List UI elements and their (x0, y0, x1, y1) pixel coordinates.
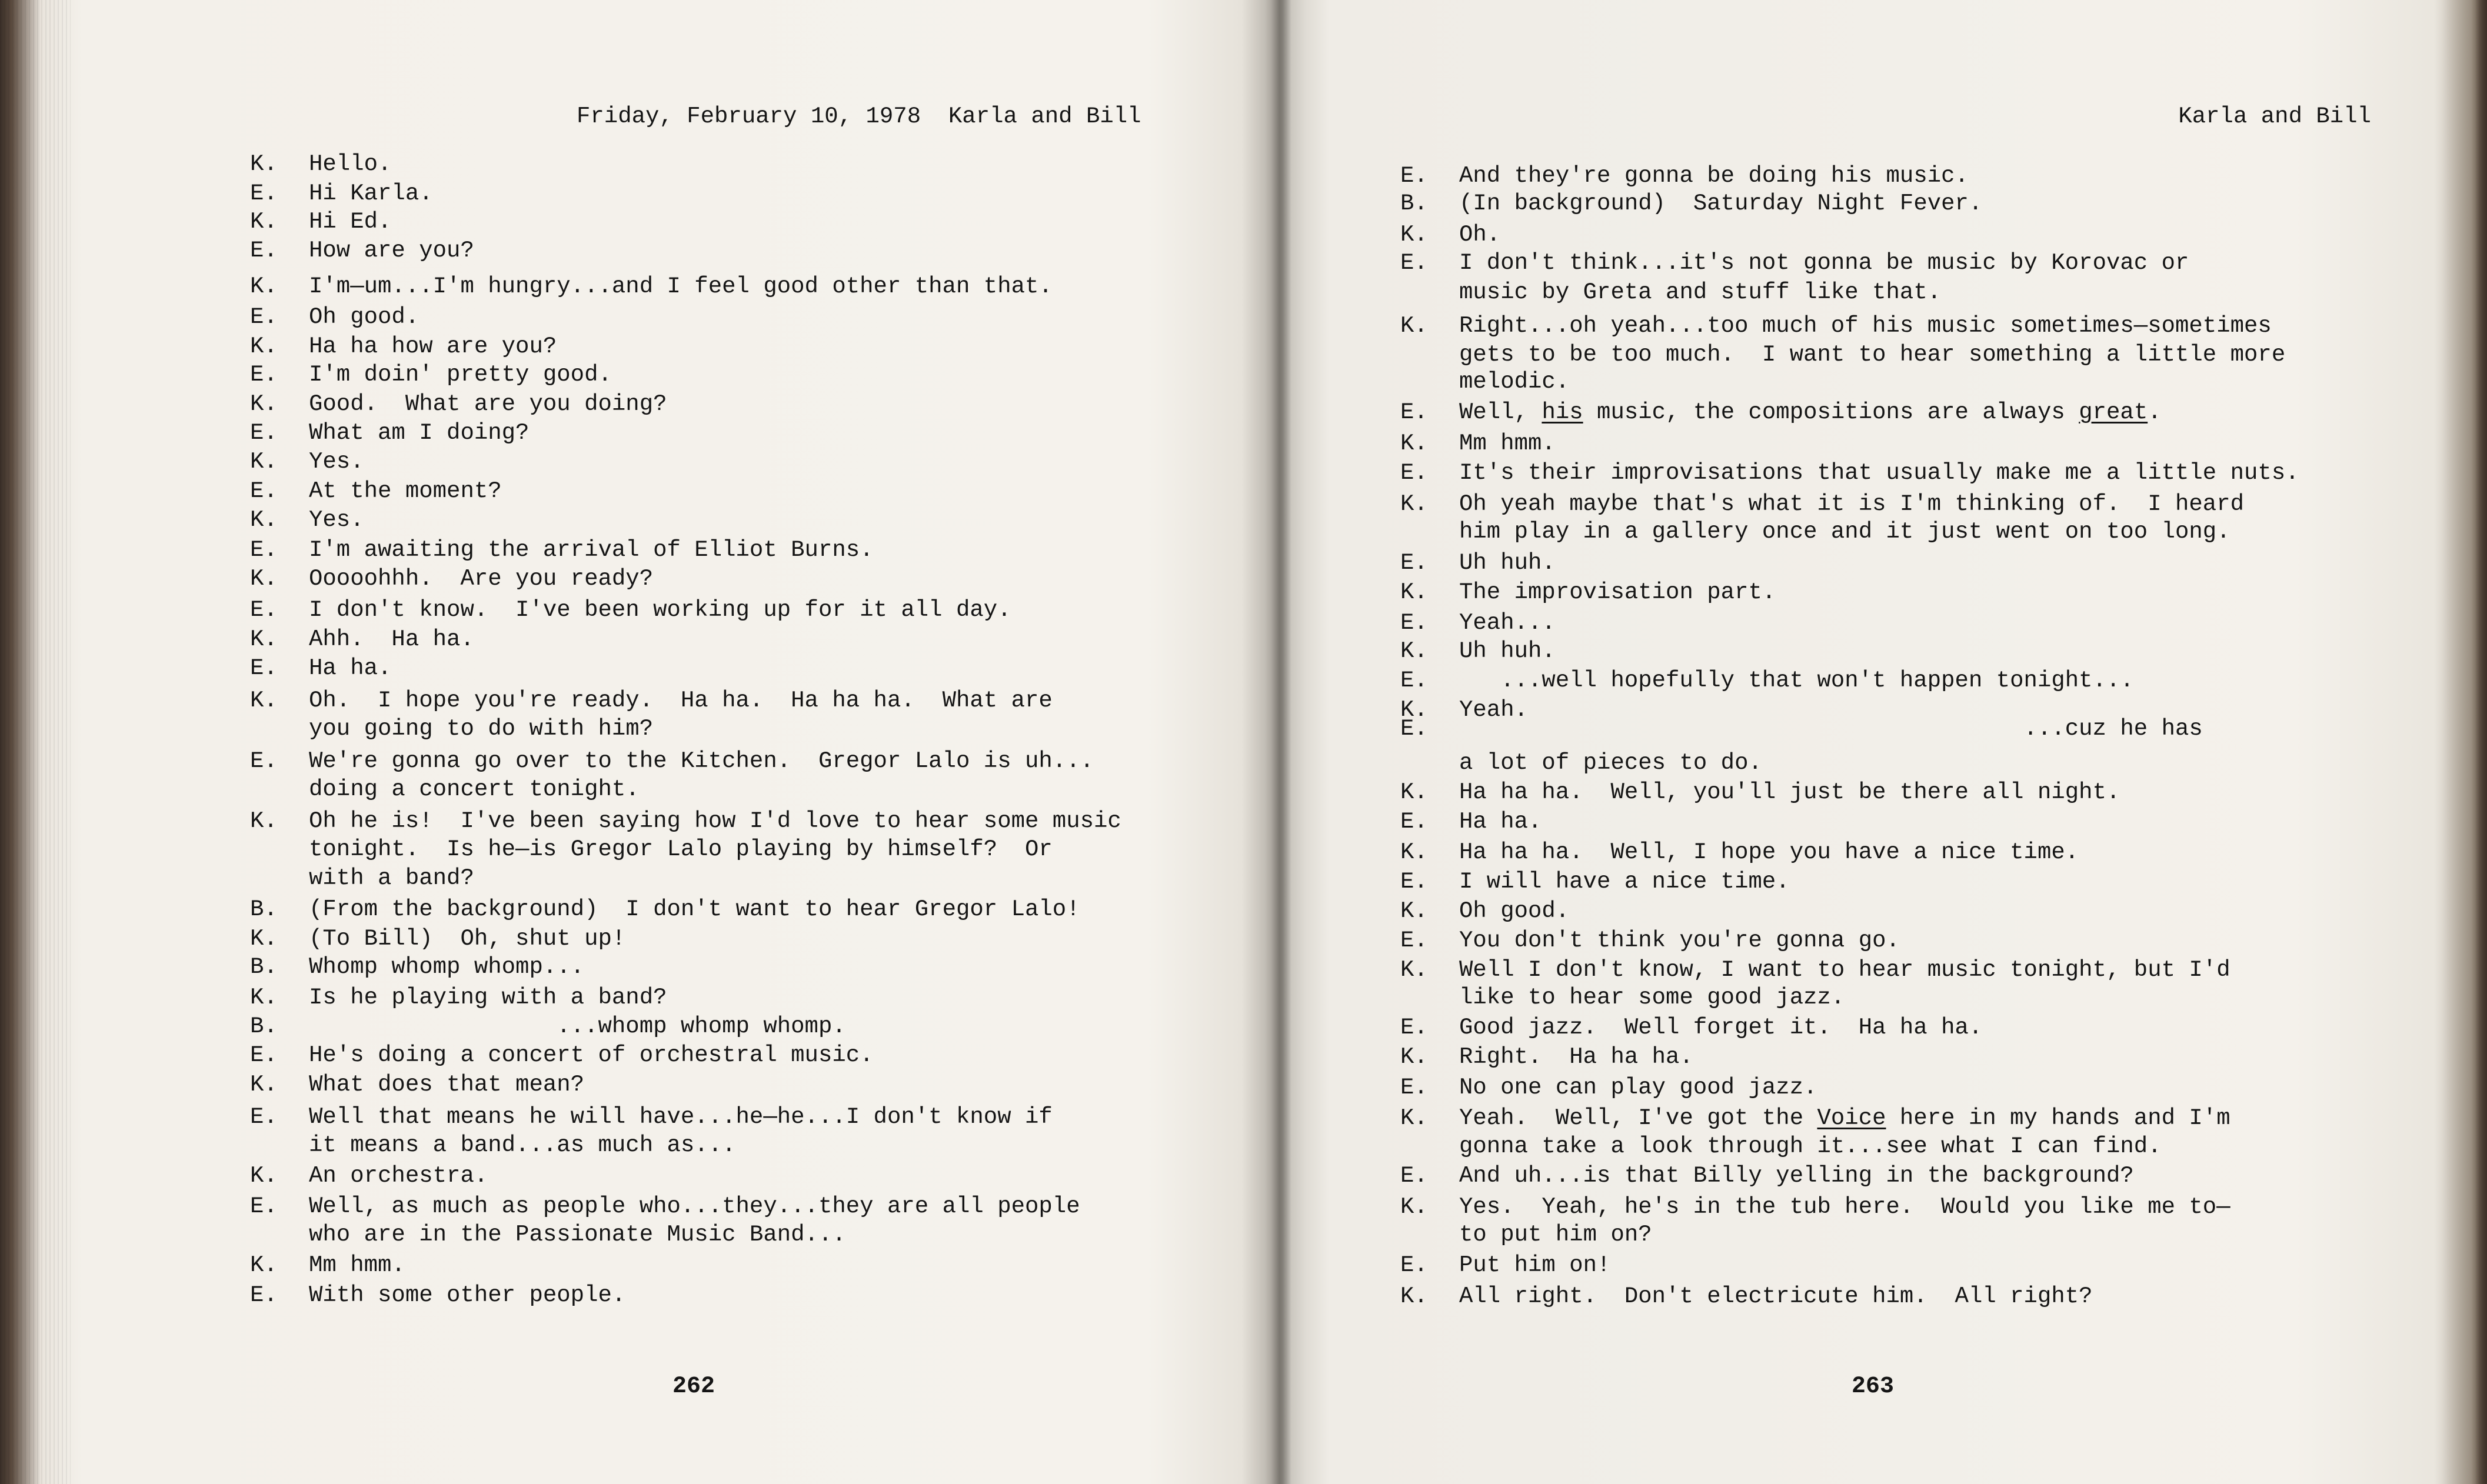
line-text: tonight. Is he—is Gregor Lalo playing by himself? Or (309, 836, 1053, 862)
speaker-initial: E. (1400, 1163, 1428, 1189)
speaker-initial: E. (250, 1104, 278, 1130)
speaker-initial: B. (250, 954, 278, 980)
speaker-initial: K. (250, 274, 278, 299)
transcript-line (1400, 1043, 1693, 1071)
speaker-initial: E. (1400, 869, 1428, 895)
line-text: And they're gonna be doing his music. (1459, 163, 1969, 189)
line-text: Yes. Yeah, he's in the tub here. Would you like me to— (1459, 1194, 2230, 1220)
speaker-initial: B. (250, 1013, 278, 1039)
speaker-initial: K. (1400, 839, 1428, 865)
transcript-line (250, 748, 1094, 775)
transcript-line (250, 506, 364, 533)
transcript-line (1400, 1252, 1610, 1279)
speaker-initial: E. (1400, 1252, 1428, 1278)
transcript-line (250, 984, 667, 1011)
transcript-line (1400, 1283, 2093, 1310)
line-text: Yeah. (1459, 697, 1529, 723)
line-text: Mm hmm. (1459, 431, 1556, 456)
line-text: Ha ha how are you? (309, 334, 557, 359)
transcript-line (250, 304, 419, 331)
line-text: music by Greta and stuff like that. (1459, 279, 1942, 305)
speaker-initial: K. (250, 808, 278, 834)
line-text: ...well hopefully that won't happen tonight... (1459, 668, 2134, 693)
transcript-line (1400, 279, 1941, 306)
transcript-line (1400, 549, 1556, 576)
line-text: Ahh. Ha ha. (309, 626, 474, 652)
line-text: Uh huh. (1459, 550, 1556, 576)
speaker-initial: K. (1400, 1283, 1428, 1309)
speaker-initial: E. (250, 420, 278, 446)
transcript-line (1400, 715, 2203, 742)
line-text: No one can play good jazz. (1459, 1075, 1817, 1101)
line-text: (In background) Saturday Night Fever. (1459, 191, 1983, 216)
speaker-initial: E. (250, 1042, 278, 1068)
transcript-line (250, 536, 874, 563)
transcript-line (1400, 368, 1569, 395)
line-text: him play in a gallery once and it just went on too long. (1459, 519, 2230, 545)
line-text: At the moment? (309, 478, 502, 504)
speaker-initial: K. (250, 449, 278, 475)
transcript-line (250, 151, 391, 178)
transcript-line (1400, 927, 1900, 954)
speaker-initial: E. (250, 597, 278, 623)
line-text: Ooooohhh. Are you ready? (309, 566, 654, 592)
line-text: Well, his music, the compositions are always great. (1459, 399, 2162, 425)
speaker-initial: E. (250, 238, 278, 264)
speaker-initial: K. (1400, 779, 1428, 805)
transcript-line (250, 1282, 625, 1309)
transcript-line (1400, 779, 2120, 806)
speaker-initial: E. (250, 478, 278, 504)
speaker-initial: E. (1400, 610, 1428, 636)
left-page-number: 262 (672, 1373, 715, 1400)
line-text: Ha ha ha. Well, I hope you have a nice time. (1459, 839, 2079, 865)
line-text: Yeah. Well, I've got the Voice here in my hands and I'm (1459, 1105, 2230, 1131)
speaker-initial: K. (250, 151, 278, 177)
line-text: ...whomp whomp whomp. (309, 1013, 846, 1039)
line-text: to put him on? (1459, 1222, 1652, 1248)
line-text: I'm—um...I'm hungry...and I feel good other than that. (309, 274, 1053, 299)
line-text: ...cuz he has (1459, 716, 2203, 742)
line-text: Uh huh. (1459, 638, 1556, 664)
transcript-line (1400, 839, 2079, 866)
line-text: who are in the Passionate Music Band... (309, 1222, 846, 1248)
line-text: What does that mean? (309, 1072, 585, 1098)
speaker-initial: E. (1400, 399, 1428, 425)
line-text: Well I don't know, I want to hear music tonight, but I'd (1459, 957, 2230, 983)
transcript-line (1400, 1074, 1817, 1101)
transcript-line (250, 333, 557, 360)
transcript-line (1400, 956, 2230, 983)
speaker-initial: K. (1400, 579, 1428, 605)
line-text: Ha ha ha. Well, you'll just be there all night. (1459, 779, 2120, 805)
right-page-header: Karla and Bill (2178, 104, 2371, 129)
line-text: (To Bill) Oh, shut up! (309, 926, 626, 952)
speaker-initial: E. (250, 362, 278, 388)
speaker-initial: E. (1400, 716, 1428, 742)
line-text: An orchestra. (309, 1163, 488, 1189)
line-text: Ha ha. (1459, 809, 1542, 835)
line-text: Oh good. (309, 304, 420, 330)
line-text: doing a concert tonight. (309, 776, 640, 802)
speaker-initial: K. (1400, 697, 1428, 723)
line-text: You don't think you're gonna go. (1459, 928, 1900, 953)
transcript-line (1400, 518, 2230, 545)
transcript-line (1400, 898, 1569, 925)
line-text: Well, as much as people who...they...they are all people (309, 1193, 1080, 1219)
line-text: I'm doin' pretty good. (309, 362, 612, 388)
line-text: Hi Karla. (309, 181, 433, 206)
line-text: Oh. (1459, 222, 1501, 248)
speaker-initial: K. (250, 391, 278, 417)
speaker-initial: K. (1400, 1044, 1428, 1070)
transcript-line (250, 655, 391, 682)
line-text: you going to do with him? (309, 716, 654, 742)
transcript-line (250, 391, 667, 418)
line-text: Put him on! (1459, 1252, 1611, 1278)
transcript-line (1400, 491, 2244, 518)
transcript-line (250, 273, 1053, 300)
line-text: Hi Ed. (309, 209, 392, 235)
speaker-initial: K. (1400, 491, 1428, 517)
transcript-line (250, 565, 653, 592)
speaker-initial: E. (250, 1282, 278, 1308)
transcript-line (250, 896, 1080, 923)
speaker-initial: K. (250, 926, 278, 952)
speaker-initial: E. (250, 537, 278, 563)
transcript-line (250, 596, 1011, 623)
transcript-line (1400, 1014, 1982, 1041)
transcript-line (250, 715, 653, 742)
speaker-initial: K. (250, 1252, 278, 1278)
transcript-line (250, 180, 433, 207)
speaker-initial: E. (1400, 550, 1428, 576)
speaker-initial: E. (250, 655, 278, 681)
transcript-line (1400, 808, 1542, 835)
right-page (1294, 0, 2471, 1484)
speaker-initial: K. (250, 334, 278, 359)
transcript-line (250, 1042, 874, 1069)
speaker-initial: K. (250, 1163, 278, 1189)
line-text: Oh yeah maybe that's what it is I'm thinking of. I heard (1459, 491, 2245, 517)
line-text: What am I doing? (309, 420, 530, 446)
speaker-initial: E. (250, 181, 278, 206)
speaker-initial: K. (250, 507, 278, 533)
speaker-initial: E. (1400, 250, 1428, 276)
transcript-line (250, 237, 474, 264)
transcript-line (250, 1071, 584, 1098)
transcript-line (250, 1221, 846, 1248)
speaker-initial: E. (250, 748, 278, 774)
line-text: like to hear some good jazz. (1459, 985, 1845, 1011)
transcript-line (1400, 749, 1762, 776)
transcript-line (250, 836, 1053, 863)
transcript-line (250, 808, 1121, 835)
speaker-initial: K. (1400, 898, 1428, 924)
transcript-line (1400, 579, 1776, 606)
line-text: The improvisation part. (1459, 579, 1776, 605)
speaker-initial: B. (1400, 191, 1428, 216)
transcript-line (250, 925, 625, 952)
transcript-line (1400, 1162, 2134, 1189)
line-text: Oh good. (1459, 898, 1570, 924)
transcript-line (250, 1103, 1053, 1130)
line-text: Ha ha. (309, 655, 392, 681)
line-text: Right. Ha ha ha. (1459, 1044, 1693, 1070)
speaker-initial: K. (250, 626, 278, 652)
transcript-line (1400, 984, 1845, 1011)
line-text: I'm awaiting the arrival of Elliot Burns. (309, 537, 874, 563)
transcript-line (1400, 221, 1500, 248)
speaker-initial: B. (250, 896, 278, 922)
speaker-initial: E. (1400, 668, 1428, 693)
right-page-number: 263 (1852, 1373, 1895, 1400)
line-text: He's doing a concert of orchestral music. (309, 1042, 874, 1068)
line-text: gonna take a look through it...see what I can find. (1459, 1133, 2162, 1159)
speaker-initial: E. (250, 304, 278, 330)
speaker-initial: K. (1400, 1105, 1428, 1131)
line-text: Whomp whomp whomp... (309, 954, 585, 980)
transcript-line (1400, 638, 1556, 665)
transcript-line (1400, 459, 2299, 486)
transcript-line (250, 448, 364, 475)
line-text: Hello. (309, 151, 392, 177)
transcript-line (250, 1193, 1080, 1220)
speaker-initial: K. (250, 688, 278, 713)
line-text: I will have a nice time. (1459, 869, 1790, 895)
line-text: gets to be too much. I want to hear something a little more (1459, 342, 2286, 368)
transcript-line (1400, 430, 1556, 457)
speaker-initial: E. (1400, 163, 1428, 189)
transcript-line (1400, 312, 2272, 339)
line-text: How are you? (309, 238, 474, 264)
line-text: (From the background) I don't want to hear Gregor Lalo! (309, 896, 1080, 922)
speaker-initial: E. (1400, 1075, 1428, 1101)
transcript-line (250, 478, 502, 505)
line-text: I don't think...it's not gonna be music by Korovac or (1459, 250, 2189, 276)
line-text: melodic. (1459, 369, 1570, 395)
transcript-line (1400, 1193, 2230, 1220)
speaker-initial: E. (1400, 460, 1428, 486)
line-text: it means a band...as much as... (309, 1132, 736, 1158)
speaker-initial: E. (250, 1193, 278, 1219)
transcript-line (250, 1162, 488, 1189)
speaker-initial: K. (1400, 1194, 1428, 1220)
transcript-line (1400, 1105, 2230, 1132)
line-text: All right. Don't electricute him. All right? (1459, 1283, 2093, 1309)
speaker-initial: K. (1400, 957, 1428, 983)
line-text: And uh...is that Billy yelling in the background? (1459, 1163, 2134, 1189)
line-text: Oh. I hope you're ready. Ha ha. Ha ha ha. What are (309, 688, 1053, 713)
speaker-initial: K. (1400, 222, 1428, 248)
line-text: I don't know. I've been working up for it all day. (309, 597, 1011, 623)
line-text: Good jazz. Well forget it. Ha ha ha. (1459, 1015, 1983, 1041)
line-text: Well that means he will have...he—he...I don't know if (309, 1104, 1053, 1130)
transcript-line (250, 776, 640, 803)
transcript-line (250, 419, 529, 446)
speaker-initial: E. (1400, 809, 1428, 835)
left-page-header: Friday, February 10, 1978 Karla and Bill (577, 104, 1141, 129)
speaker-initial: K. (250, 209, 278, 235)
transcript-line (1400, 249, 2189, 276)
line-text: With some other people. (309, 1282, 626, 1308)
transcript-line (1400, 399, 2162, 426)
transcript-line (1400, 609, 1556, 636)
line-text: Yes. (309, 507, 364, 533)
speaker-initial: E. (1400, 1015, 1428, 1041)
transcript-line (250, 361, 612, 388)
line-text: We're gonna go over to the Kitchen. Gregor Lalo is uh... (309, 748, 1094, 774)
speaker-initial: K. (1400, 638, 1428, 664)
line-text: Right...oh yeah...too much of his music sometimes—sometimes (1459, 313, 2272, 339)
transcript-line (250, 1132, 736, 1159)
line-text: Yes. (309, 449, 364, 475)
speaker-initial: K. (250, 1072, 278, 1098)
speaker-initial: E. (1400, 928, 1428, 953)
transcript-line (250, 687, 1053, 714)
transcript-line (1400, 162, 1969, 189)
line-text: a lot of pieces to do. (1459, 750, 1762, 776)
transcript-line (1400, 190, 1982, 217)
transcript-line (250, 865, 474, 892)
line-text: Is he playing with a band? (309, 985, 667, 1011)
speaker-initial: K. (250, 566, 278, 592)
transcript-line (1400, 341, 2285, 368)
line-text: Oh he is! I've been saying how I'd love to hear some music (309, 808, 1121, 834)
speaker-initial: K. (250, 985, 278, 1011)
transcript-line (250, 208, 391, 235)
transcript-line (250, 626, 474, 653)
line-text: Good. What are you doing? (309, 391, 667, 417)
transcript-line (1400, 1133, 2162, 1160)
line-text: Mm hmm. (309, 1252, 405, 1278)
transcript-line (250, 953, 584, 981)
transcript-line (1400, 667, 2134, 694)
speaker-initial: K. (1400, 431, 1428, 456)
speaker-initial: K. (1400, 313, 1428, 339)
transcript-line (250, 1013, 846, 1040)
line-text: with a band? (309, 865, 474, 891)
line-text: Yeah... (1459, 610, 1556, 636)
transcript-line (250, 1252, 405, 1279)
line-text: It's their improvisations that usually make me a little nuts. (1459, 460, 2299, 486)
transcript-line (1400, 868, 1790, 895)
transcript-line (1400, 1221, 1652, 1248)
